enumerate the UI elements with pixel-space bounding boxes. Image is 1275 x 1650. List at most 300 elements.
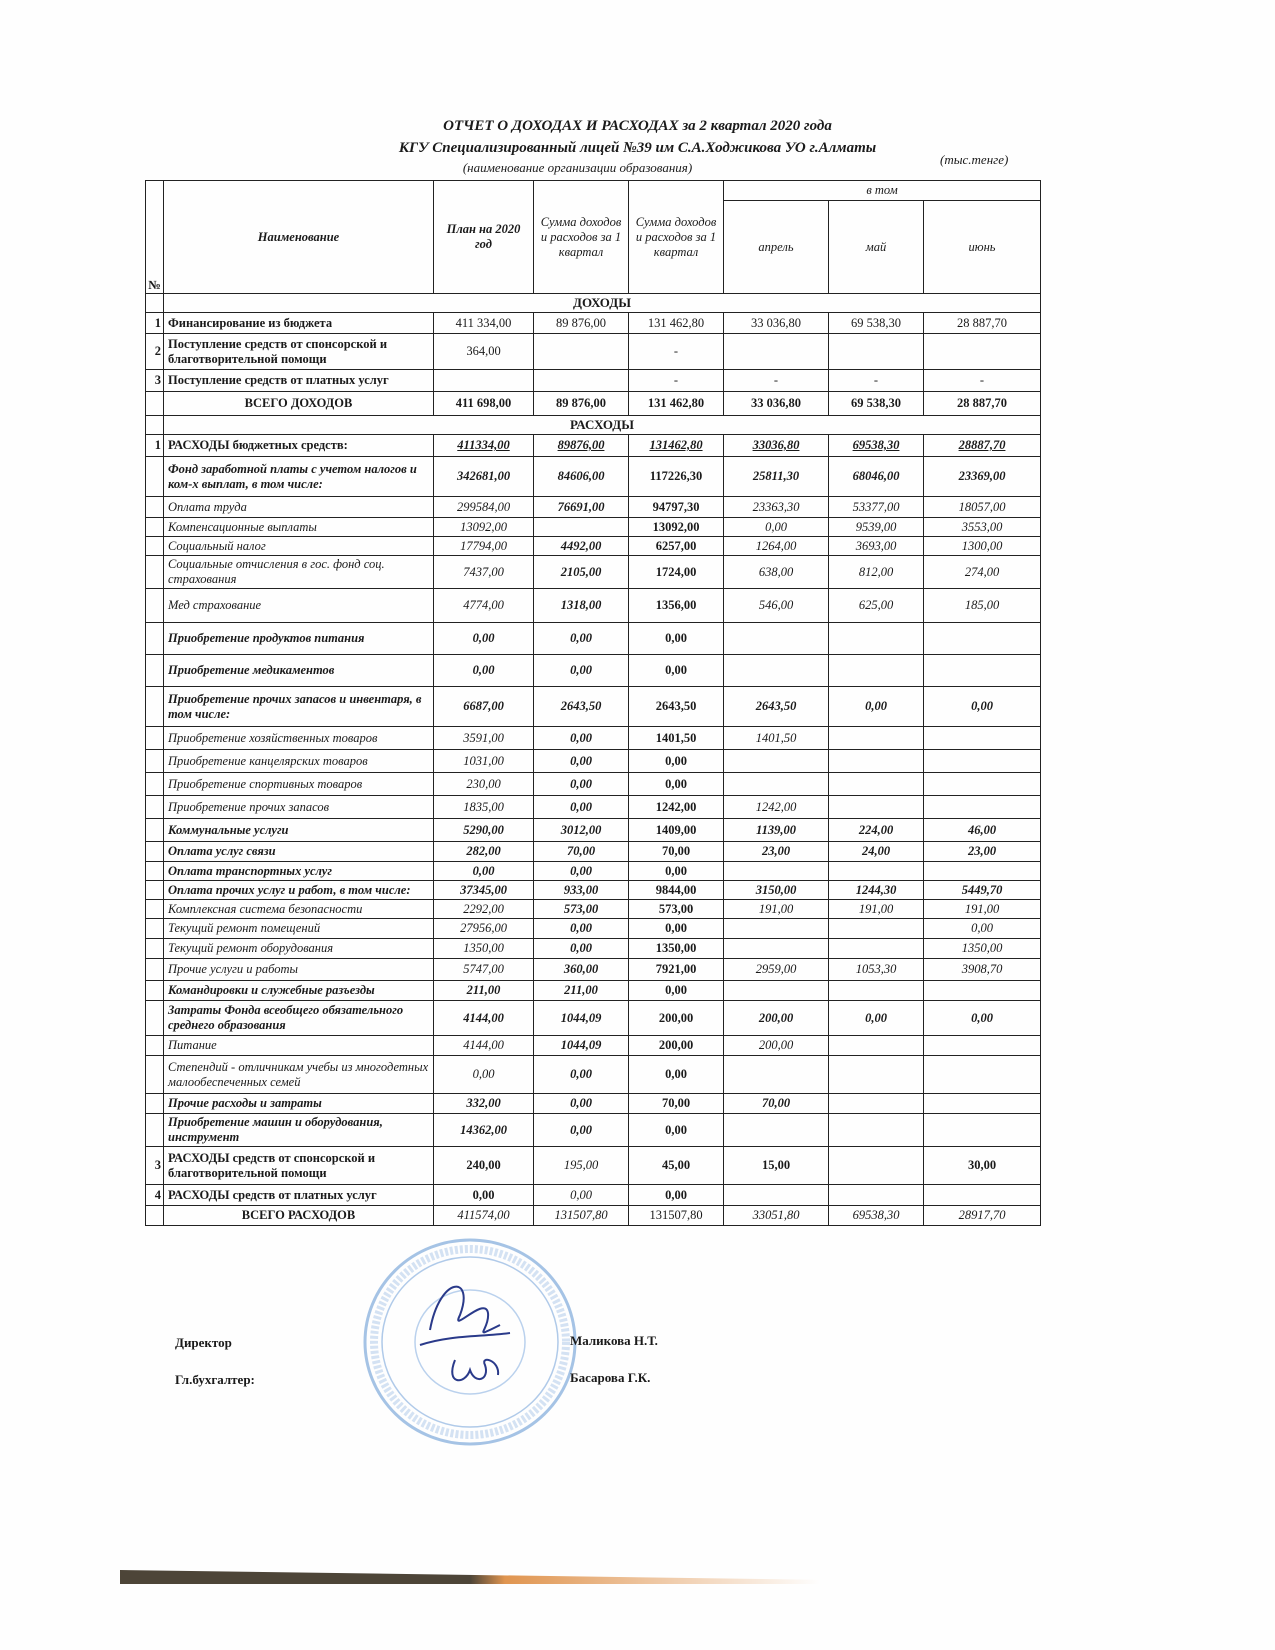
official-stamp: [360, 1235, 580, 1450]
row-name: Комплексная система безопасности: [164, 900, 434, 919]
row-number: [146, 842, 164, 862]
cell-plan: 342681,00: [434, 457, 534, 497]
cell-may: 812,00: [829, 556, 924, 589]
cell-q1a: 89 876,00: [534, 313, 629, 334]
cell-apr: 1264,00: [724, 537, 829, 556]
cell-may: 1244,30: [829, 881, 924, 900]
table-row: [146, 1147, 1041, 1185]
cell-q1b: 1356,00: [629, 589, 724, 623]
table-row: [146, 623, 1041, 655]
cell-may: [829, 1147, 924, 1185]
cell-jun: 23369,00: [924, 457, 1041, 497]
row-number: [146, 881, 164, 900]
row-name: Степендий - отличникам учебы из многодетных малообеспеченных семей: [164, 1056, 434, 1094]
cell-may: -: [829, 370, 924, 392]
cell-q1a: 0,00: [534, 862, 629, 881]
cell-jun: [924, 655, 1041, 687]
report-table: [145, 180, 1041, 1226]
cell-q1b: 573,00: [629, 900, 724, 919]
cell-apr: 23,00: [724, 842, 829, 862]
row-number: [146, 1094, 164, 1114]
cell-q1a: [534, 334, 629, 370]
row-name: Фонд заработной платы с учетом налогов и ком-х выплат, в том числе:: [164, 457, 434, 497]
col-name: Наименование: [164, 181, 434, 294]
cell-jun: [924, 981, 1041, 1001]
row-name: Затраты Фонда всеобщего обязательного среднего образования: [164, 1001, 434, 1036]
cell-jun: 185,00: [924, 589, 1041, 623]
row-name: Мед страхование: [164, 589, 434, 623]
cell-plan: 411334,00: [434, 435, 534, 457]
table-row: [146, 497, 1041, 518]
row-number: [146, 623, 164, 655]
cell-plan: 1835,00: [434, 796, 534, 819]
cell-jun: [924, 750, 1041, 773]
cell-plan: 7437,00: [434, 556, 534, 589]
row-number: 4: [146, 1185, 164, 1206]
cell-q1a: 0,00: [534, 1114, 629, 1147]
row-number: 3: [146, 1147, 164, 1185]
row-name: Коммунальные услуги: [164, 819, 434, 842]
cell-plan: 17794,00: [434, 537, 534, 556]
table-row: [146, 959, 1041, 981]
row-number: [146, 919, 164, 939]
cell-q1a: 2105,00: [534, 556, 629, 589]
cell-q1b: 200,00: [629, 1036, 724, 1056]
row-name: Приобретение спортивных товаров: [164, 773, 434, 796]
row-number: 2: [146, 334, 164, 370]
table-row: [146, 655, 1041, 687]
cell-plan: 299584,00: [434, 497, 534, 518]
row-number: [146, 1114, 164, 1147]
cell-may: 224,00: [829, 819, 924, 842]
cell-q1b: 1242,00: [629, 796, 724, 819]
cell-apr: [724, 1185, 829, 1206]
cell-q1a: 89 876,00: [534, 392, 629, 416]
table-row: [146, 537, 1041, 556]
cell-apr: 2643,50: [724, 687, 829, 727]
cell-plan: 27956,00: [434, 919, 534, 939]
cell-q1b: 0,00: [629, 1056, 724, 1094]
row-name: Приобретение прочих запасов: [164, 796, 434, 819]
row-name: Прочие услуги и работы: [164, 959, 434, 981]
cell-may: [829, 1185, 924, 1206]
cell-apr: 15,00: [724, 1147, 829, 1185]
cell-plan: 332,00: [434, 1094, 534, 1114]
cell-jun: 0,00: [924, 919, 1041, 939]
cell-jun: 274,00: [924, 556, 1041, 589]
row-number: 1: [146, 313, 164, 334]
units-label: (тыс.тенге): [940, 152, 1009, 167]
cell-jun: 18057,00: [924, 497, 1041, 518]
row-name: Финансирование из бюджета: [164, 313, 434, 334]
row-number: [146, 939, 164, 959]
cell-jun: 28917,70: [924, 1206, 1041, 1226]
table-row: [146, 1094, 1041, 1114]
cell-apr: 3150,00: [724, 881, 829, 900]
cell-may: 0,00: [829, 687, 924, 727]
row-number: [146, 416, 164, 435]
row-name: Приобретение канцелярских товаров: [164, 750, 434, 773]
cell-q1b: 13092,00: [629, 518, 724, 537]
cell-may: [829, 623, 924, 655]
col-june: июнь: [924, 201, 1041, 294]
cell-jun: 1350,00: [924, 939, 1041, 959]
row-number: [146, 1056, 164, 1094]
organization-name: КГУ Специализированный лицей №39 им С.А.Ходжикова УО г.Алматы: [398, 140, 877, 156]
row-name: ВСЕГО ДОХОДОВ: [164, 392, 434, 416]
table-row: [146, 750, 1041, 773]
col-including: в том: [724, 181, 1041, 201]
cell-plan: 411 334,00: [434, 313, 534, 334]
col-sum-q1-b: Сумма доходов и расходов за 1 квартал: [629, 181, 724, 294]
col-plan: План на 2020 год: [434, 181, 534, 294]
cell-plan: 2292,00: [434, 900, 534, 919]
table-row: [146, 370, 1041, 392]
row-number: [146, 457, 164, 497]
row-number: [146, 727, 164, 750]
cell-may: [829, 750, 924, 773]
cell-plan: 282,00: [434, 842, 534, 862]
cell-apr: [724, 862, 829, 881]
table-row: [146, 842, 1041, 862]
cell-q1a: 76691,00: [534, 497, 629, 518]
row-number: [146, 1206, 164, 1226]
table-row: [146, 773, 1041, 796]
cell-apr: [724, 1056, 829, 1094]
cell-may: [829, 1056, 924, 1094]
director-name: Маликова Н.Т.: [570, 1333, 658, 1348]
cell-plan: 5747,00: [434, 959, 534, 981]
row-number: [146, 556, 164, 589]
cell-apr: 2959,00: [724, 959, 829, 981]
cell-q1b: 7921,00: [629, 959, 724, 981]
cell-may: 191,00: [829, 900, 924, 919]
cell-may: [829, 1036, 924, 1056]
row-number: [146, 392, 164, 416]
cell-may: 53377,00: [829, 497, 924, 518]
table-row: [146, 1185, 1041, 1206]
cell-plan: [434, 370, 534, 392]
cell-q1b: 131462,80: [629, 435, 724, 457]
cell-q1a: 573,00: [534, 900, 629, 919]
row-name: Поступление средств от платных услуг: [164, 370, 434, 392]
cell-q1b: 0,00: [629, 1114, 724, 1147]
cell-jun: [924, 773, 1041, 796]
cell-q1b: -: [629, 334, 724, 370]
section-row: [146, 294, 1041, 313]
cell-jun: 3553,00: [924, 518, 1041, 537]
cell-jun: 5449,70: [924, 881, 1041, 900]
row-number: [146, 589, 164, 623]
cell-may: [829, 981, 924, 1001]
report-title: ОТЧЕТ О ДОХОДАХ И РАСХОДАХ за 2 квартал 2020 года: [443, 118, 832, 134]
cell-q1a: 0,00: [534, 796, 629, 819]
cell-q1b: 200,00: [629, 1001, 724, 1036]
cell-q1a: [534, 518, 629, 537]
row-number: [146, 959, 164, 981]
cell-q1a: 1044,09: [534, 1036, 629, 1056]
cell-may: [829, 939, 924, 959]
row-number: [146, 1036, 164, 1056]
cell-q1b: 9844,00: [629, 881, 724, 900]
row-number: [146, 294, 164, 313]
col-number: №: [146, 181, 164, 294]
cell-q1a: 0,00: [534, 727, 629, 750]
row-name: Командировки и служебные разъезды: [164, 981, 434, 1001]
row-number: 3: [146, 370, 164, 392]
cell-apr: 33 036,80: [724, 392, 829, 416]
cell-jun: 30,00: [924, 1147, 1041, 1185]
cell-q1b: -: [629, 370, 724, 392]
row-name: Питание: [164, 1036, 434, 1056]
cell-jun: [924, 1114, 1041, 1147]
cell-plan: 230,00: [434, 773, 534, 796]
row-number: [146, 981, 164, 1001]
cell-apr: [724, 750, 829, 773]
table-row: [146, 981, 1041, 1001]
cell-plan: 4144,00: [434, 1036, 534, 1056]
cell-apr: [724, 919, 829, 939]
row-number: [146, 819, 164, 842]
cell-apr: 200,00: [724, 1001, 829, 1036]
cell-jun: [924, 1094, 1041, 1114]
table-row: [146, 518, 1041, 537]
cell-q1a: 84606,00: [534, 457, 629, 497]
row-number: [146, 862, 164, 881]
row-name: Социальные отчисления в гос. фонд соц. страхования: [164, 556, 434, 589]
section-title: ДОХОДЫ: [164, 294, 1041, 313]
cell-plan: 37345,00: [434, 881, 534, 900]
cell-jun: [924, 862, 1041, 881]
cell-jun: 0,00: [924, 687, 1041, 727]
cell-q1b: 0,00: [629, 1185, 724, 1206]
accountant-name: Басарова Г.К.: [570, 1370, 651, 1385]
cell-plan: 240,00: [434, 1147, 534, 1185]
cell-may: [829, 796, 924, 819]
cell-q1b: 1350,00: [629, 939, 724, 959]
cell-q1a: 70,00: [534, 842, 629, 862]
cell-jun: 23,00: [924, 842, 1041, 862]
cell-may: 625,00: [829, 589, 924, 623]
cell-may: 68046,00: [829, 457, 924, 497]
cell-q1a: 360,00: [534, 959, 629, 981]
row-number: [146, 497, 164, 518]
table-row: [146, 556, 1041, 589]
cell-q1a: 131507,80: [534, 1206, 629, 1226]
cell-apr: 1242,00: [724, 796, 829, 819]
row-name: РАСХОДЫ средств от спонсорской и благотворительной помощи: [164, 1147, 434, 1185]
cell-apr: 70,00: [724, 1094, 829, 1114]
table-row: [146, 334, 1041, 370]
table-row: [146, 435, 1041, 457]
director-label: Директор: [175, 1335, 232, 1350]
cell-plan: 411574,00: [434, 1206, 534, 1226]
cell-q1b: 0,00: [629, 862, 724, 881]
cell-apr: [724, 623, 829, 655]
cell-apr: 1401,50: [724, 727, 829, 750]
table-row: [146, 919, 1041, 939]
cell-q1a: 3012,00: [534, 819, 629, 842]
cell-plan: 4774,00: [434, 589, 534, 623]
cell-apr: [724, 939, 829, 959]
cell-may: [829, 919, 924, 939]
cell-q1b: 0,00: [629, 919, 724, 939]
cell-may: 0,00: [829, 1001, 924, 1036]
cell-plan: 5290,00: [434, 819, 534, 842]
cell-q1a: 1318,00: [534, 589, 629, 623]
cell-q1b: 131 462,80: [629, 313, 724, 334]
cell-may: 3693,00: [829, 537, 924, 556]
cell-q1b: 1409,00: [629, 819, 724, 842]
row-name: Приобретение продуктов питания: [164, 623, 434, 655]
cell-apr: 1139,00: [724, 819, 829, 842]
cell-q1a: 4492,00: [534, 537, 629, 556]
accountant-label: Гл.бухгалтер:: [175, 1372, 255, 1387]
cell-apr: 0,00: [724, 518, 829, 537]
row-name: ВСЕГО РАСХОДОВ: [164, 1206, 434, 1226]
row-name: Приобретение машин и оборудования, инструмент: [164, 1114, 434, 1147]
cell-q1b: 117226,30: [629, 457, 724, 497]
row-name: Прочие расходы и затраты: [164, 1094, 434, 1114]
table-row: [146, 1001, 1041, 1036]
cell-plan: 3591,00: [434, 727, 534, 750]
cell-jun: 191,00: [924, 900, 1041, 919]
cell-jun: [924, 1056, 1041, 1094]
table-row: [146, 457, 1041, 497]
cell-q1a: 0,00: [534, 750, 629, 773]
cell-apr: 33036,80: [724, 435, 829, 457]
row-name: РАСХОДЫ бюджетных средств:: [164, 435, 434, 457]
cell-q1a: 0,00: [534, 939, 629, 959]
cell-plan: 0,00: [434, 623, 534, 655]
cell-q1a: 0,00: [534, 623, 629, 655]
cell-may: [829, 773, 924, 796]
cell-plan: 0,00: [434, 1185, 534, 1206]
cell-q1b: 0,00: [629, 981, 724, 1001]
cell-apr: [724, 1114, 829, 1147]
section-row: [146, 416, 1041, 435]
organization-caption: (наименование организации образования): [462, 160, 693, 175]
cell-q1a: 195,00: [534, 1147, 629, 1185]
table-row: [146, 313, 1041, 334]
row-number: [146, 655, 164, 687]
table-row: [146, 881, 1041, 900]
cell-apr: -: [724, 370, 829, 392]
row-name: Приобретение хозяйственных товаров: [164, 727, 434, 750]
cell-q1b: 0,00: [629, 655, 724, 687]
row-name: Поступление средств от спонсорской и благотворительной помощи: [164, 334, 434, 370]
row-number: [146, 537, 164, 556]
cell-plan: 1350,00: [434, 939, 534, 959]
cell-q1b: 0,00: [629, 750, 724, 773]
cell-apr: 25811,30: [724, 457, 829, 497]
cell-may: 24,00: [829, 842, 924, 862]
cell-apr: [724, 773, 829, 796]
cell-q1a: 0,00: [534, 655, 629, 687]
cell-q1b: 131507,80: [629, 1206, 724, 1226]
cell-may: [829, 727, 924, 750]
cell-plan: 0,00: [434, 655, 534, 687]
cell-jun: 28887,70: [924, 435, 1041, 457]
cell-plan: 411 698,00: [434, 392, 534, 416]
cell-jun: [924, 727, 1041, 750]
cell-q1b: 1724,00: [629, 556, 724, 589]
cell-jun: 1300,00: [924, 537, 1041, 556]
row-number: [146, 1001, 164, 1036]
cell-q1a: 0,00: [534, 1056, 629, 1094]
cell-jun: [924, 796, 1041, 819]
cell-apr: 638,00: [724, 556, 829, 589]
row-number: [146, 773, 164, 796]
cell-plan: 14362,00: [434, 1114, 534, 1147]
row-name: Социальный налог: [164, 537, 434, 556]
cell-plan: 0,00: [434, 1056, 534, 1094]
cell-apr: 200,00: [724, 1036, 829, 1056]
row-name: Текущий ремонт помещений: [164, 919, 434, 939]
row-name: Оплата прочих услуг и работ, в том числе:: [164, 881, 434, 900]
cell-plan: 13092,00: [434, 518, 534, 537]
cell-apr: 546,00: [724, 589, 829, 623]
section-title: РАСХОДЫ: [164, 416, 1041, 435]
cell-q1a: [534, 370, 629, 392]
row-number: [146, 518, 164, 537]
cell-jun: [924, 334, 1041, 370]
cell-q1b: 45,00: [629, 1147, 724, 1185]
cell-may: [829, 1094, 924, 1114]
scan-edge-shadow: [120, 1570, 820, 1584]
col-april: апрель: [724, 201, 829, 294]
cell-q1a: 0,00: [534, 1094, 629, 1114]
cell-q1b: 1401,50: [629, 727, 724, 750]
cell-may: 69538,30: [829, 435, 924, 457]
cell-q1a: 0,00: [534, 773, 629, 796]
row-name: РАСХОДЫ средств от платных услуг: [164, 1185, 434, 1206]
cell-apr: 33 036,80: [724, 313, 829, 334]
cell-q1b: 131 462,80: [629, 392, 724, 416]
cell-q1a: 1044,09: [534, 1001, 629, 1036]
cell-plan: 4144,00: [434, 1001, 534, 1036]
cell-apr: 33051,80: [724, 1206, 829, 1226]
cell-plan: 364,00: [434, 334, 534, 370]
cell-jun: 3908,70: [924, 959, 1041, 981]
row-name: Оплата труда: [164, 497, 434, 518]
table-row: [146, 900, 1041, 919]
cell-jun: 28 887,70: [924, 392, 1041, 416]
cell-jun: [924, 623, 1041, 655]
cell-q1b: 6257,00: [629, 537, 724, 556]
cell-q1a: 89876,00: [534, 435, 629, 457]
cell-plan: 0,00: [434, 862, 534, 881]
cell-jun: 46,00: [924, 819, 1041, 842]
cell-q1a: 0,00: [534, 919, 629, 939]
cell-apr: 23363,30: [724, 497, 829, 518]
cell-may: 9539,00: [829, 518, 924, 537]
table-row: [146, 1114, 1041, 1147]
cell-q1a: 2643,50: [534, 687, 629, 727]
table-row: [146, 862, 1041, 881]
row-number: [146, 750, 164, 773]
row-name: Компенсационные выплаты: [164, 518, 434, 537]
table-row: [146, 727, 1041, 750]
cell-q1a: 933,00: [534, 881, 629, 900]
col-may: май: [829, 201, 924, 294]
row-number: 1: [146, 435, 164, 457]
cell-plan: 211,00: [434, 981, 534, 1001]
total-row: [146, 1206, 1041, 1226]
table-row: [146, 796, 1041, 819]
row-name: Оплата транспортных услуг: [164, 862, 434, 881]
row-name: Приобретение медикаментов: [164, 655, 434, 687]
